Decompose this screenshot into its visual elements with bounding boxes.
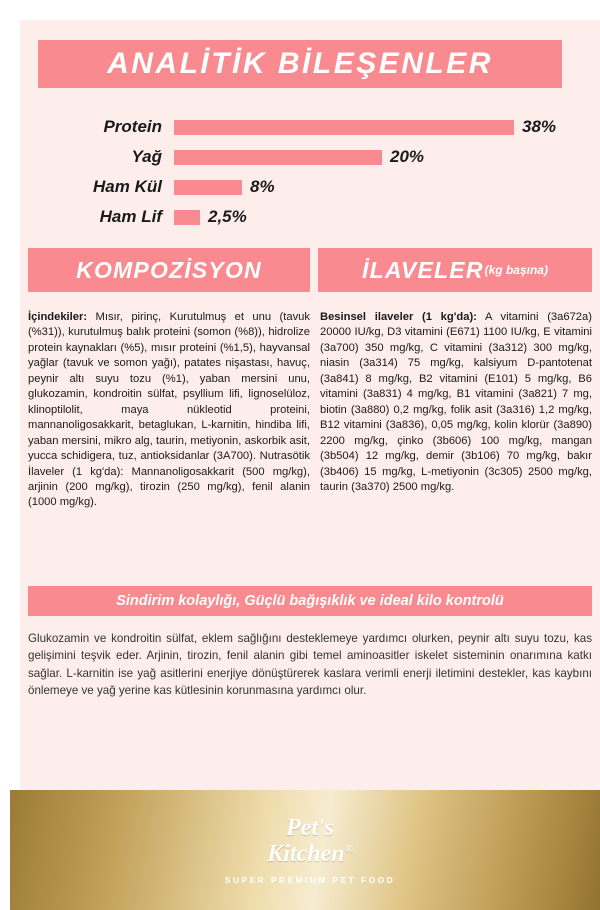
composition-heading: KOMPOZİSYON [76, 256, 262, 283]
brand-tagline: SUPER PREMIUM PET FOOD [224, 874, 396, 885]
additives-text: A vitamini (3a672a) 20000 IU/kg, D3 vitamini (E671) 1100 IU/kg, E vitamini (3a700) 350 mg/kg, C vitamini (3a312) 300 mg/kg, niasin (3a314) 75 mg/kg, kalsiyum D-pantotenat (3a841) 8 mg/kg, B2 vitamini (E101) 5 mg/kg, B6 vitamini (3a831) 4 mg/kg, B1 vitamini (3a821) 7 mg, biotin (3a880) 0,2 mg/kg, folik asit (3a316) 1,2 mg/kg, B12 vitamini (3a836), 0,05 mg/kg, kolin klorür (3a890) 2200 mg/kg, çinko (3b606) 100 mg/kg, mangan (3b504) 12 mg/kg, demir (3b106) 70 mg/kg, bakır (3b406) 15 mg/kg, L-metiyonin (3c305) 2500 mg/kg, taurin (3a370) 2500 mg/kg. [320, 311, 592, 493]
additives-heading-banner [318, 248, 592, 292]
additives-heading: İLAVELER [362, 256, 484, 283]
analytic-title-banner [38, 40, 562, 88]
claim-banner [28, 586, 592, 616]
bar-value-fat: 20% [390, 147, 425, 166]
bar-label-protein: Protein [103, 117, 162, 136]
registered-mark: ® [344, 842, 353, 855]
bar-fill-ash [174, 180, 242, 195]
bar-label-ash: Ham Kül [93, 177, 162, 196]
bar-row [38, 174, 562, 200]
brand-line-1: Pet's [286, 815, 334, 841]
bar-fill-protein [174, 120, 514, 135]
analytic-bar-chart [38, 114, 562, 234]
composition-body [28, 310, 310, 511]
claim-text: Sindirim kolaylığı, Güçlü bağışıklık ve ideal kilo kontrolü [116, 593, 504, 609]
additives-label: Besinsel ilaveler (1 kg'da): [320, 311, 477, 323]
bar-fill-fat [174, 150, 382, 165]
bar-row [38, 204, 562, 230]
brand-logo [10, 816, 600, 885]
brand-line-2: Kitchen [267, 840, 345, 867]
composition-heading-banner [28, 248, 310, 292]
composition-label: İçindekiler: [28, 311, 88, 323]
bar-label-fiber: Ham Lif [99, 207, 162, 226]
additives-body [320, 310, 592, 495]
benefits-paragraph: Glukozamin ve kondroitin sülfat, eklem sağlığını desteklemeye yardımcı olurken, peynir altı suyu tozu, kas gelişimini teşvik eder. Arjinin, tirozin, fenil alanin gibi temel aminoasitler iskelet sisteminin onarımına katkı sağlar. L-karnitin ise yağ asitlerini enerjiye dönüştürerek kaslara verimli enerji iletimini destekler, kas kaybını önlemeye ve yağ yerine kas kütlesinin korunmasına yardımcı olur. [28, 632, 592, 698]
bar-value-protein: 38% [522, 117, 557, 136]
bar-track-fat [174, 147, 424, 167]
additives-heading-sub: (kg başına) [484, 263, 548, 277]
brand-line-2-wrap [10, 842, 600, 868]
bar-fill-fiber [174, 210, 200, 225]
bar-value-ash: 8% [250, 177, 275, 196]
bar-track-ash [174, 177, 275, 197]
bar-label-fat: Yağ [131, 147, 162, 166]
bar-value-fiber: 2,5% [208, 207, 247, 226]
bar-row [38, 144, 562, 170]
bar-track-fiber [174, 207, 247, 227]
composition-text: Mısır, pirinç, Kurutulmuş et unu (tavuk (%31)), kurutulmuş balık proteini (somon (%8)), hidrolize protein kaynakları (%5), mısır proteini (%1,5), hayvansal yağlar (tavuk ve somon yağı), patates nişastası, havuç, peynir altı suyu tozu (%1), yaban mersini unu, glukozamin, kondroitin sülfat, psyllium lifi, lignoselüloz, klinoptilolit, maya nükleotid proteini, mannanoligosakkarit, betaglukan, L-karnitin, hindiba lifi, yaban mersini, mikro alg, taurin, metiyonin, askorbik asit, yucca schidigera, tuz, antioksidanlar (3A700). Nutrasötik İlaveler (1 kg'da): Mannanoligosakkarit (500 mg/kg), arjinin (200 mg/kg), tirozin (250 mg/kg), fenil alanin (1000 mg/kg). [28, 311, 310, 509]
bar-row [38, 114, 562, 140]
page-title: ANALİTİK BİLEŞENLER [107, 47, 493, 80]
bar-track-protein [174, 117, 556, 137]
